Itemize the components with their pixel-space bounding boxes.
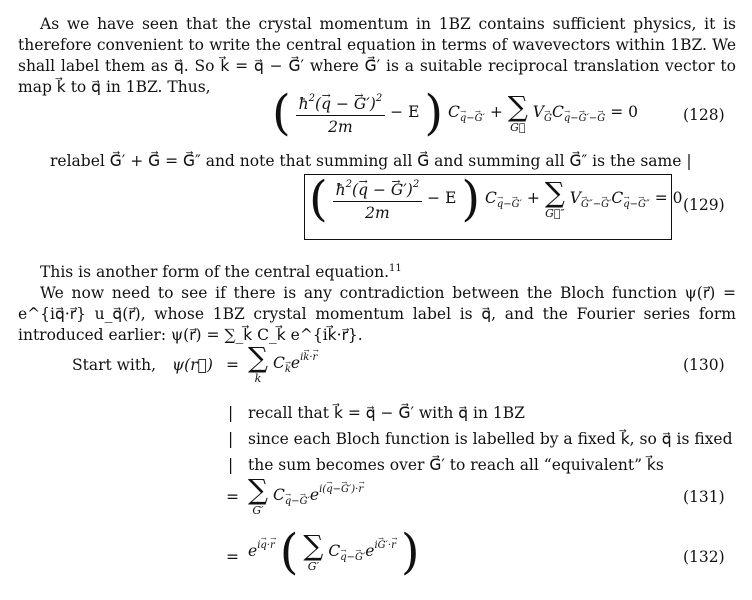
equation-number-130: (130) [683, 356, 725, 374]
energy-term: − E [390, 103, 420, 121]
start-label: Start with, [72, 356, 157, 374]
relabel-line: relabel G⃗′ + G⃗ = G⃗″ and note that summing all G⃗ and summing all G⃗″ is the same | [50, 152, 692, 170]
sum-over-G: ∑ G⃗ [507, 90, 528, 134]
paragraph-central [18, 258, 736, 346]
equation-128: ( $\frac{ħ^2(\to q - \to G')^2}{2m}$ − E ) C→ $_{q-\to G'}$ + ∑ G⃗ V→ $_G$C→ $_{q-\to G'-\to G}$ = 0 [272, 88, 638, 152]
derivation-note-1: recall that k⃗ = q⃗ − G⃗′ with q⃗ in 1BZ [248, 404, 525, 422]
equation-number-129: (129) [683, 196, 725, 214]
derivation-note-2: since each Bloch function is labelled by a fixed k⃗, so q⃗ is fixed [248, 430, 733, 448]
kinetic-fraction: $\frac{ħ^2(\to q - \to G')^2}{2m}$ [333, 174, 423, 224]
expression-131: ∑ → G′ $C\to _{q-\to G'}e^{i(\to q-\to G')\cdot\to r}$ [248, 476, 363, 516]
equation-129: ( $\frac{ħ^2(\to q - \to G')^2}{2m}$ − E ) C→ $_{q-\to G'}$ + ∑ G⃗″ V→ $_{G''-\to G'}$C→ $_{q-\to G''}$ = 0 [309, 174, 683, 238]
equation-number-128: (128) [683, 106, 725, 124]
paragraph-intro-text: As we have seen that the crystal momentum in 1BZ contains sufficient physics, it is therefore convenient to write the central equation in terms of wavevectors within 1BZ. We shall label them as q⃗. So k⃗ = q⃗ − G⃗′ where G⃗′ is a suitable reciprocal translation vector to map k⃗ to q⃗ in 1BZ. Thus, [18, 15, 736, 96]
kinetic-fraction: $\frac{ħ^2(\to q - \to G')^2}{2m}$ [296, 88, 386, 138]
eq129-rhs: = 0 [654, 189, 683, 207]
right-paren: ) [424, 85, 444, 141]
expression-130: ∑ → k $C\to _ke^{i\to k\cdot\to r}$ [248, 344, 317, 384]
left-paren: ( [272, 85, 291, 141]
paragraph-central-text: This is another form of the central equation.$^{11}$ [40, 263, 402, 282]
right-paren: ) [461, 171, 481, 227]
derivation-note-3: the sum becomes over G⃗′ to reach all “equivalent” k⃗s [248, 456, 664, 474]
equation-number-131: (131) [683, 488, 725, 506]
equation-number-132: (132) [683, 548, 725, 566]
footnote-mark: 11 [389, 263, 402, 274]
derivation-lhs: ψ(r⃗) [172, 356, 213, 374]
equals-sign-130: = [226, 356, 239, 374]
bar-3: | [228, 456, 234, 474]
equals-sign-132: = [226, 548, 239, 566]
paragraph-intro [18, 14, 736, 98]
energy-term: − E [427, 189, 457, 207]
bar-2: | [228, 430, 234, 448]
sum-over-G-double-prime: ∑ G⃗″ [544, 176, 565, 220]
eq128-rhs: = 0 [610, 103, 639, 121]
left-paren: ( [309, 171, 328, 227]
equals-sign-131: = [226, 488, 239, 506]
paragraph-bloch-text: We now need to see if there is any contradiction between the Bloch function ψ(r⃗) = e^{iq⃗·r⃗} u_q⃗(r⃗), whose 1BZ crystal momentum label is q⃗, and the Fourier series form introduced earlier: ψ(r⃗) = ∑_k⃗ C_k⃗ e^{ik⃗·r⃗}. [18, 284, 736, 345]
expression-132: $e^{i\to q\cdot\to r}$ ( ∑ → G′ $C\to _{q-\to G'}e^{i\to G'\cdot\to r}$ ) [248, 528, 420, 576]
bar-1: | [228, 404, 234, 422]
